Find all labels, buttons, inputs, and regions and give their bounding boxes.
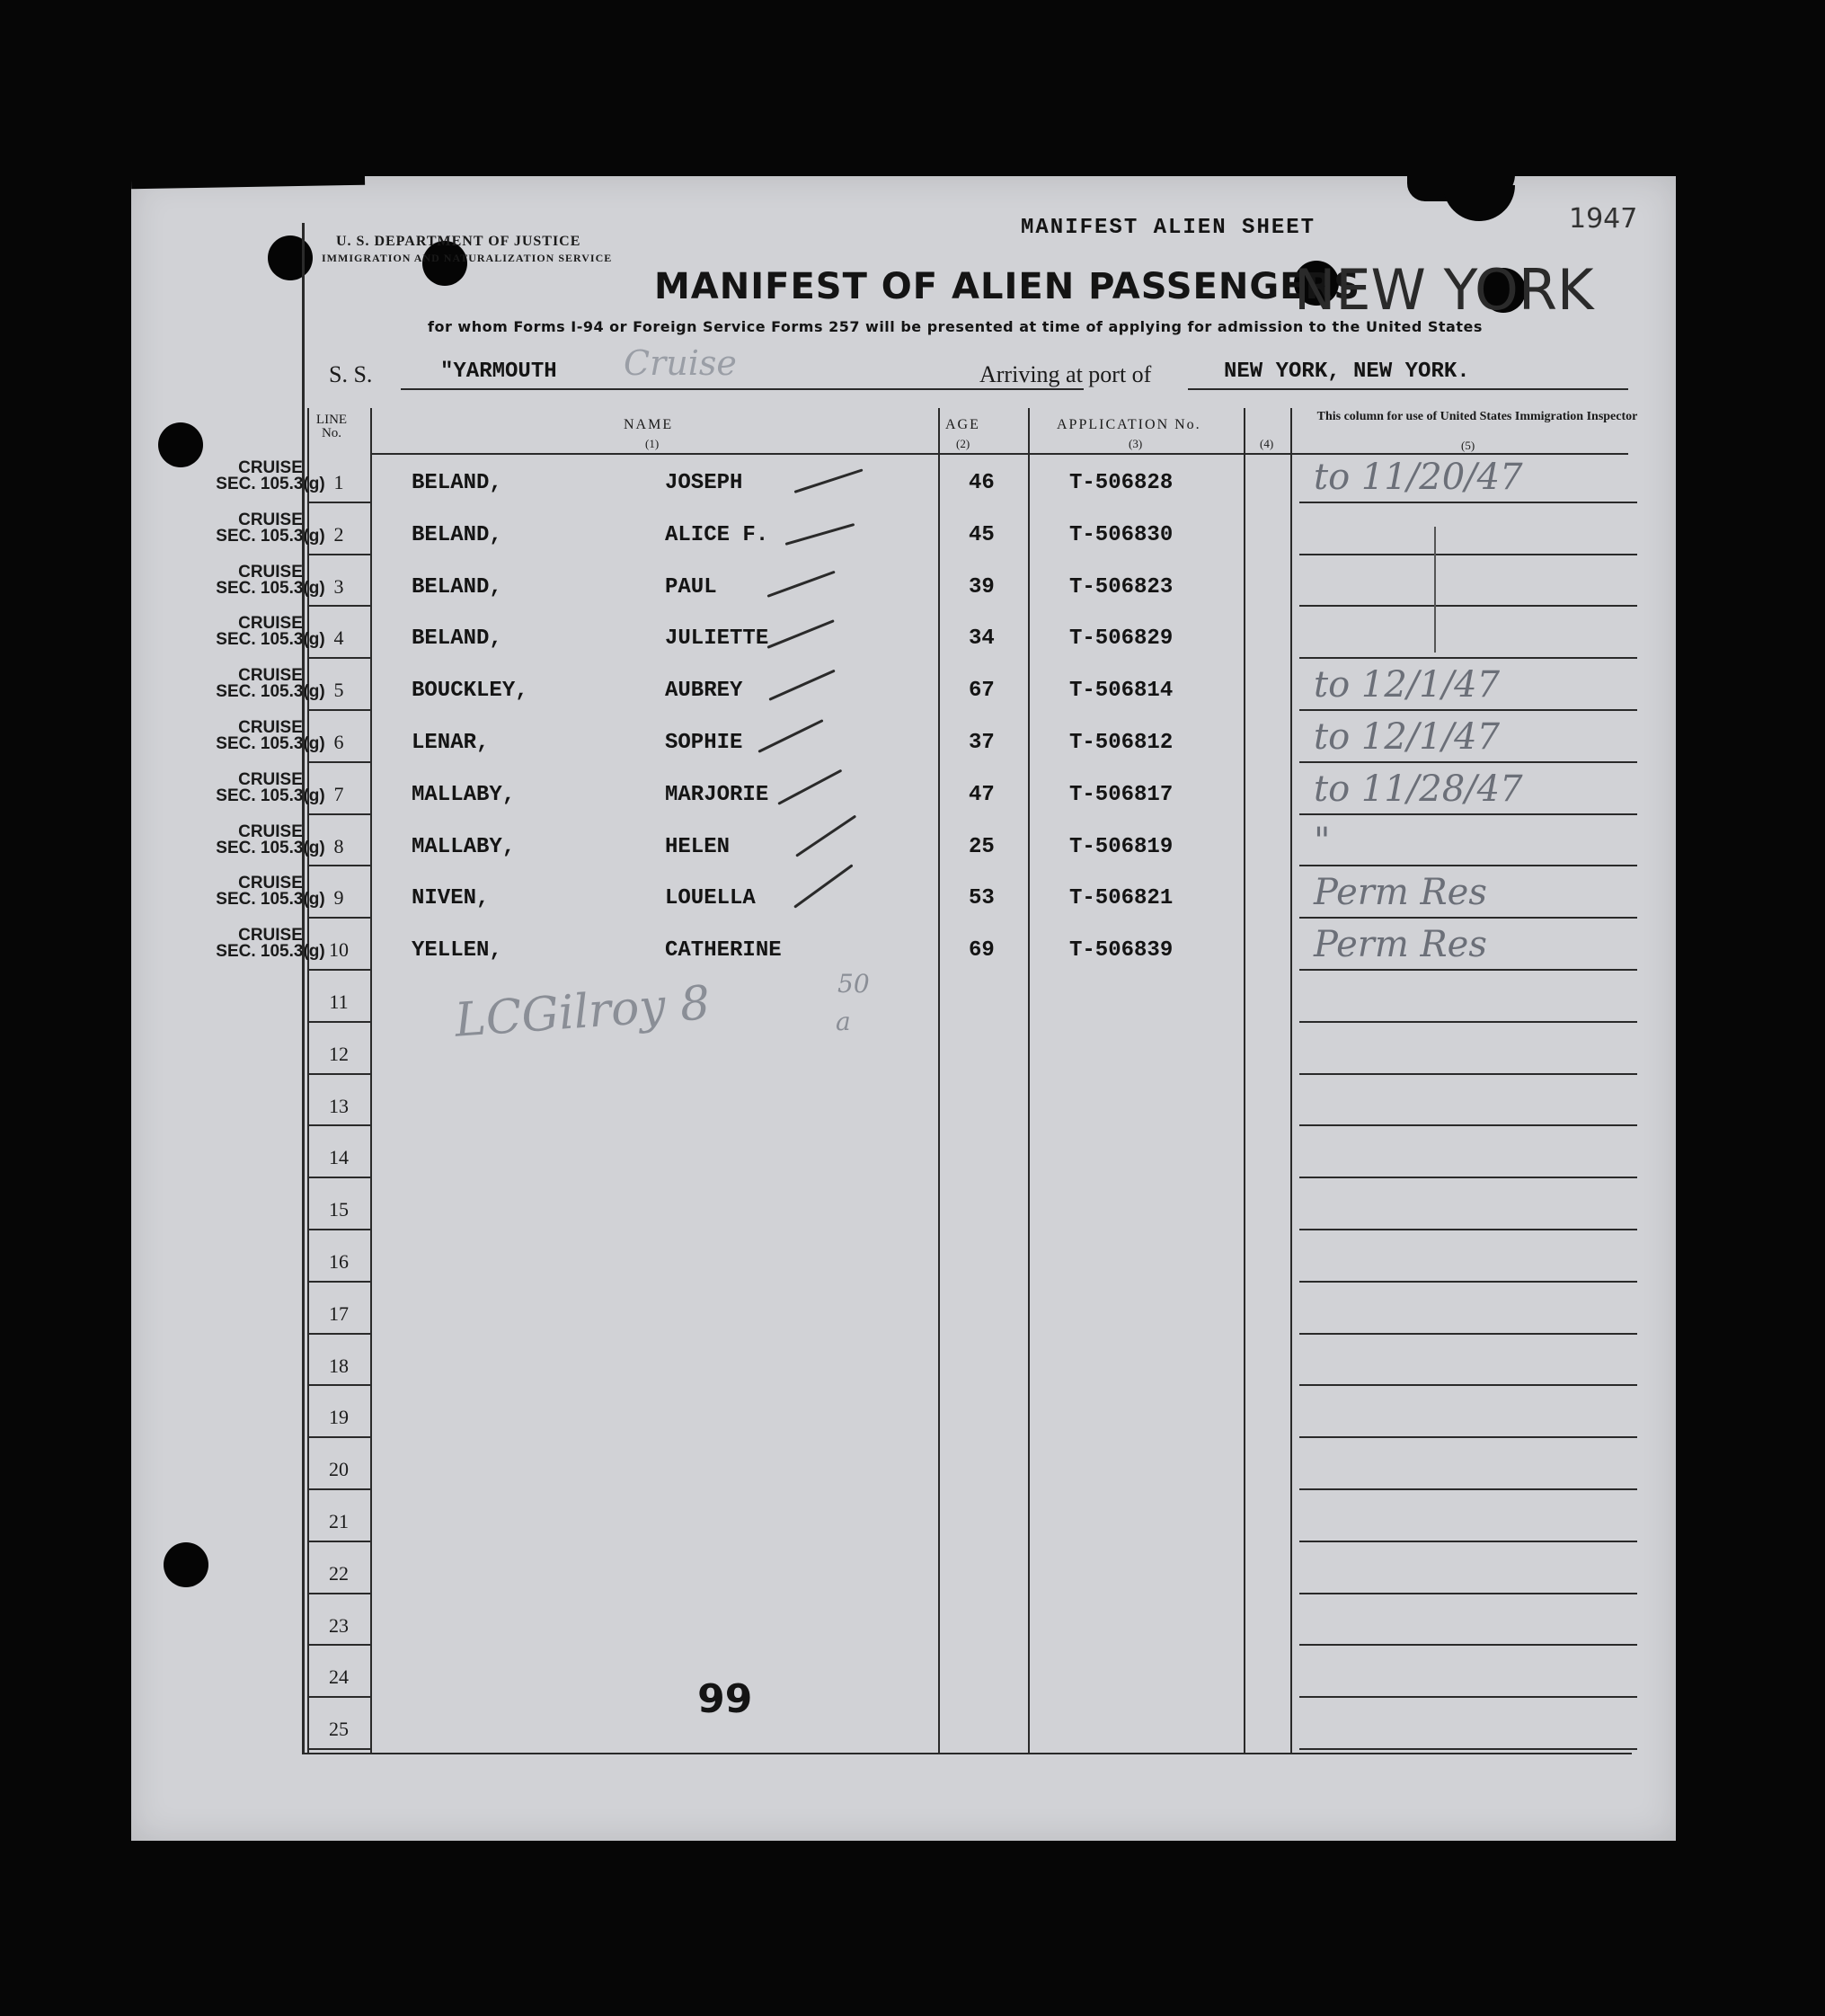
row-rule: [309, 969, 370, 971]
row-rule: [309, 1541, 370, 1542]
age: 39: [969, 574, 995, 599]
manifest-sheet: [131, 176, 1676, 1841]
application-number: T-506839: [1069, 938, 1174, 964]
row-rule: [1299, 554, 1637, 555]
line-number: 25: [329, 1718, 349, 1741]
inspector-note: Perm Res: [1314, 872, 1487, 914]
line-number: 5: [333, 679, 344, 702]
given-name: JULIETTE: [665, 626, 769, 652]
application-number: T-506817: [1069, 782, 1174, 807]
age: 37: [969, 731, 995, 755]
port-of-arrival: NEW YORK, NEW YORK.: [1224, 360, 1470, 384]
ship-note-handwritten: Cruise: [624, 343, 737, 383]
cruise-stamp-section: SEC. 105.3(g): [216, 838, 325, 857]
row-rule: [1299, 1488, 1637, 1490]
line-number: 7: [333, 782, 344, 805]
cruise-stamp-section: SEC. 105.3(g): [216, 682, 325, 702]
cruise-stamp-word: CRUISE: [238, 769, 303, 789]
check-mark: [793, 865, 853, 909]
given-name: JOSEPH: [665, 471, 743, 495]
row-rule: [1299, 1229, 1637, 1230]
col-header-age: AGE: [945, 417, 980, 432]
row-rule: [309, 709, 370, 711]
line-number: 19: [329, 1406, 349, 1429]
check-mark: [794, 468, 864, 493]
surname: LENAR,: [412, 731, 490, 755]
department-line-2: IMMIGRATION AND NATURALIZATION SERVICE: [322, 252, 613, 264]
row-rule: [309, 657, 370, 659]
row-rule: [309, 1281, 370, 1283]
check-mark: [768, 670, 835, 701]
application-number: T-506823: [1069, 574, 1174, 599]
arriving-label: Arriving at port of: [979, 361, 1152, 387]
row-rule: [1299, 1281, 1637, 1283]
header-bottom-rule: [370, 453, 1628, 455]
signature-superscript: 50: [837, 969, 870, 999]
application-number: T-506828: [1069, 471, 1174, 495]
row-rule: [309, 761, 370, 763]
line-number: 10: [329, 938, 349, 962]
col-header-inspector-num: (5): [1461, 439, 1475, 452]
row-rule: [309, 1229, 370, 1230]
table-left-rule: [307, 408, 309, 1753]
row-rule: [309, 502, 370, 503]
row-rule: [309, 554, 370, 555]
row-rule: [309, 865, 370, 866]
row-rule: [309, 1124, 370, 1126]
col-header-inspector: This column for use of United States Immigration Inspector: [1316, 410, 1638, 423]
application-number: T-506830: [1069, 522, 1174, 547]
sheet-label: MANIFEST ALIEN SHEET: [1021, 216, 1316, 240]
row-rule: [1299, 969, 1637, 971]
col-header-app-num: (3): [1129, 437, 1143, 450]
row-rule: [1299, 1541, 1637, 1542]
row-rule: [309, 1644, 370, 1646]
check-mark: [777, 768, 842, 804]
row-rule: [309, 1436, 370, 1438]
ship-underline: [401, 388, 1084, 390]
age: 69: [969, 938, 995, 964]
torn-edge: [1443, 185, 1515, 221]
cruise-stamp-word: CRUISE: [238, 874, 303, 893]
col-rule-col4: [1290, 408, 1292, 1753]
punch-hole: [268, 235, 313, 280]
col-rule-name: [938, 408, 940, 1753]
line-number: 23: [329, 1613, 349, 1637]
row-rule: [309, 1488, 370, 1490]
cruise-stamp: [203, 769, 338, 805]
check-mark: [785, 523, 855, 546]
given-name: SOPHIE: [665, 731, 743, 755]
cruise-stamp-section: SEC. 105.3(g): [216, 630, 325, 650]
document-title: MANIFEST OF ALIEN PASSENGERS: [654, 266, 1361, 307]
col-header-name: NAME: [624, 417, 674, 432]
age: 53: [969, 886, 995, 911]
row-rule: [1299, 502, 1637, 503]
row-rule: [1299, 1124, 1637, 1126]
port-underline: [1188, 388, 1628, 390]
row-rule: [309, 1593, 370, 1594]
row-rule: [1299, 605, 1637, 607]
line-number: 11: [329, 990, 349, 1013]
line-number: 1: [333, 471, 344, 493]
cruise-stamp: [203, 821, 338, 857]
line-number: 14: [329, 1146, 349, 1169]
ss-label: S. S.: [329, 361, 373, 387]
cruise-stamp: [203, 616, 338, 648]
left-margin-rule: [302, 223, 305, 1754]
table-bottom-rule: [302, 1753, 1632, 1754]
row-rule: [309, 1333, 370, 1335]
col-header-age-num: (2): [956, 437, 970, 450]
row-rule: [309, 1021, 370, 1023]
surname: BELAND,: [412, 522, 502, 547]
row-rule: [1299, 1384, 1637, 1386]
age: 46: [969, 471, 995, 495]
col-rule-line: [370, 408, 372, 1753]
inspector-note: to 11/20/47: [1314, 457, 1523, 498]
age: 45: [969, 522, 995, 547]
cruise-stamp-word: CRUISE: [238, 614, 303, 634]
line-number: 20: [329, 1458, 349, 1481]
cruise-stamp-section: SEC. 105.3(g): [216, 526, 325, 546]
given-name: MARJORIE: [665, 782, 769, 807]
check-mark: [757, 719, 823, 753]
line-number: 6: [333, 731, 344, 753]
cruise-stamp-section: SEC. 105.3(g): [216, 475, 325, 493]
line-number: 16: [329, 1250, 349, 1273]
row-rule: [309, 605, 370, 607]
check-mark: [795, 814, 856, 857]
port-stamp: NEW YORK: [1294, 257, 1594, 323]
cruise-stamp: [203, 460, 338, 493]
application-number: T-506821: [1069, 886, 1174, 911]
row-rule: [1299, 1177, 1637, 1178]
cruise-stamp-section: SEC. 105.3(g): [216, 734, 325, 753]
col-header-application: APPLICATION No.: [1057, 417, 1201, 432]
row-rule: [309, 1748, 370, 1750]
application-number: T-506829: [1069, 626, 1174, 652]
row-rule: [1299, 1644, 1637, 1646]
age: 25: [969, 834, 995, 859]
row-rule: [309, 813, 370, 815]
col-rule-app: [1244, 408, 1245, 1753]
inspector-note: to 12/1/47: [1314, 664, 1501, 706]
inspector-note: Perm Res: [1314, 924, 1487, 966]
cruise-stamp-word: CRUISE: [238, 926, 303, 946]
row-rule: [309, 1073, 370, 1075]
given-name: PAUL: [665, 574, 717, 599]
row-rule: [1299, 709, 1637, 711]
surname: BELAND,: [412, 626, 502, 652]
cruise-stamp-section: SEC. 105.3(g): [216, 890, 325, 910]
row-rule: [1299, 1333, 1637, 1335]
row-rule: [1299, 761, 1637, 763]
page-number: 66: [697, 1674, 753, 1719]
surname: NIVEN,: [412, 886, 490, 911]
cruise-stamp: [203, 668, 338, 700]
col-rule-age: [1028, 408, 1030, 1753]
row-rule: [309, 917, 370, 919]
cruise-stamp: [203, 512, 338, 545]
line-number: 21: [329, 1510, 349, 1532]
row-rule: [1299, 1748, 1637, 1750]
line-number: 2: [333, 522, 344, 546]
line-number: 3: [333, 574, 344, 598]
line-number: 12: [329, 1042, 349, 1065]
cruise-stamp-word: CRUISE: [238, 821, 303, 841]
application-number: T-506819: [1069, 834, 1174, 859]
row-rule: [1299, 657, 1637, 659]
col-header-line-no: LINE No.: [315, 413, 348, 440]
surname: MALLABY,: [412, 834, 516, 859]
handwritten-ditto-line: [1434, 527, 1436, 653]
row-rule: [1299, 1436, 1637, 1438]
cruise-stamp: [203, 564, 338, 597]
line-number: 24: [329, 1665, 349, 1689]
line-number: 9: [333, 886, 344, 910]
cruise-stamp: [203, 720, 338, 752]
application-number: T-506812: [1069, 731, 1174, 755]
cruise-stamp-section: SEC. 105.3(g): [216, 786, 325, 805]
row-rule: [1299, 1593, 1637, 1594]
row-rule: [1299, 1696, 1637, 1698]
given-name: CATHERINE: [665, 938, 782, 964]
inspector-note: ": [1314, 820, 1331, 862]
ship-name: "YARMOUTH: [440, 360, 557, 384]
row-rule: [1299, 813, 1637, 815]
punch-hole: [164, 1542, 208, 1587]
check-mark: [766, 620, 834, 650]
given-name: ALICE F.: [665, 522, 769, 547]
cruise-stamp-word: CRUISE: [238, 718, 303, 737]
surname: BELAND,: [412, 574, 502, 599]
row-rule: [309, 1384, 370, 1386]
line-number: 13: [329, 1094, 349, 1117]
cruise-stamp: [203, 928, 338, 960]
surname: YELLEN,: [412, 938, 502, 964]
age: 34: [969, 626, 995, 652]
cruise-stamp-section: SEC. 105.3(g): [216, 578, 325, 598]
punch-hole: [158, 422, 203, 467]
row-rule: [1299, 917, 1637, 919]
cruise-stamp-word: CRUISE: [238, 562, 303, 582]
line-number: 22: [329, 1561, 349, 1585]
application-number: T-506814: [1069, 679, 1174, 704]
row-rule: [1299, 1073, 1637, 1075]
col-header-name-num: (1): [645, 437, 660, 450]
surname: BELAND,: [412, 471, 502, 495]
given-name: LOUELLA: [665, 886, 756, 911]
cruise-stamp-word: CRUISE: [238, 458, 303, 477]
signature-subscript: a: [836, 1007, 851, 1036]
surname: BOUCKLEY,: [412, 679, 528, 704]
line-number: 8: [333, 834, 344, 857]
check-mark: [766, 570, 835, 597]
age: 47: [969, 782, 995, 807]
department-line-1: U. S. DEPARTMENT OF JUSTICE: [336, 234, 581, 249]
line-number: 4: [333, 626, 344, 650]
col-header-col4-num: (4): [1260, 437, 1274, 450]
line-number: 15: [329, 1198, 349, 1221]
line-number: 18: [329, 1354, 349, 1377]
cruise-stamp-word: CRUISE: [238, 666, 303, 686]
row-rule: [1299, 865, 1637, 866]
given-name: AUBREY: [665, 679, 743, 704]
inspector-signature: LCGilroy 8: [453, 976, 713, 1048]
row-rule: [309, 1696, 370, 1698]
subtitle: for whom Forms I-94 or Foreign Service Forms 257 will be presented at time of applying for admission to the United States: [428, 318, 1483, 335]
row-rule: [309, 1177, 370, 1178]
inspector-note: to 11/28/47: [1314, 768, 1523, 810]
line-number: 17: [329, 1301, 349, 1325]
year: 1947: [1569, 203, 1638, 235]
given-name: HELEN: [665, 834, 731, 859]
inspector-note: to 12/1/47: [1314, 716, 1501, 758]
row-rule: [1299, 1021, 1637, 1023]
cruise-stamp-section: SEC. 105.3(g): [216, 942, 325, 962]
torn-edge: [131, 169, 365, 190]
surname: MALLABY,: [412, 782, 516, 807]
age: 67: [969, 679, 995, 704]
cruise-stamp: [203, 875, 338, 908]
cruise-stamp-word: CRUISE: [238, 510, 303, 529]
